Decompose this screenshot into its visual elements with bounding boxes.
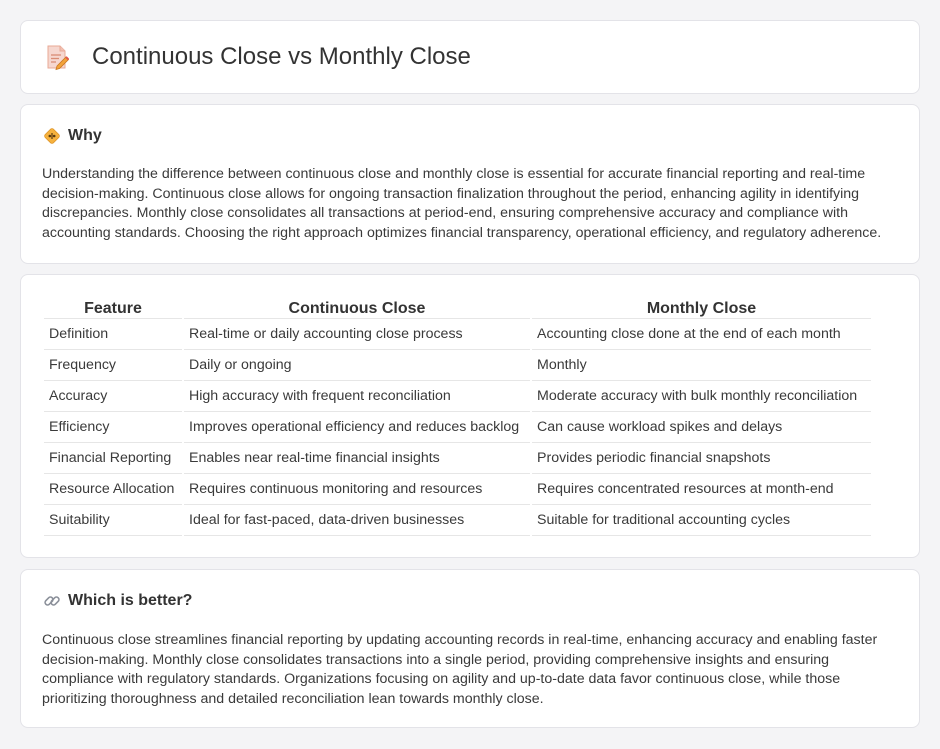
feature-cell: Financial Reporting — [44, 443, 182, 474]
title-card — [20, 20, 920, 94]
monthly-cell: Can cause workload spikes and delays — [532, 412, 871, 443]
link-icon — [43, 592, 61, 610]
monthly-cell: Accounting close done at the end of each month — [532, 319, 871, 350]
continuous-cell: Ideal for fast-paced, data-driven businesses — [184, 505, 530, 536]
better-heading-row — [43, 592, 192, 610]
monthly-cell: Provides periodic financial snapshots — [532, 443, 871, 474]
table-row — [44, 474, 871, 505]
better-body: Continuous close streamlines financial reporting by updating accounting records in real-time, enhancing accuracy and enabling faster decision-making. Monthly close consolidates transactions into a single period, providing comprehensive insights and ensuring compliance with regulatory standards. Organizations focusing on agility and up-to-date data favor continuous close, while those prioritizing thoroughness and detailed reconciliation lean towards monthly close. — [42, 632, 878, 707]
column-header: Continuous Close — [184, 296, 530, 319]
table-row — [44, 505, 871, 536]
feature-cell: Efficiency — [44, 412, 182, 443]
feature-cell: Frequency — [44, 350, 182, 381]
why-heading: Why — [68, 127, 102, 144]
why-body: Understanding the difference between continuous close and monthly close is essential for accurate financial reporting and real-time decision-making. Continuous close allows for ongoing transaction finalization throughout the period, enhancing agility in identifying discrepancies. Monthly close consolidates all transactions at period-end, ensuring comprehensive accuracy and compliance with accounting standards. Choosing the right approach optimizes financial transparency, operational efficiency, and regulatory adherence. — [42, 166, 882, 241]
table-row — [44, 412, 871, 443]
continuous-cell: Daily or ongoing — [184, 350, 530, 381]
monthly-cell: Monthly — [532, 350, 871, 381]
table-row — [44, 350, 871, 381]
page-title: Continuous Close vs Monthly Close — [92, 43, 471, 70]
continuous-cell: Real-time or daily accounting close process — [184, 319, 530, 350]
feature-cell: Definition — [44, 319, 182, 350]
document-edit-icon — [45, 43, 69, 71]
monthly-cell: Requires concentrated resources at month-end — [532, 474, 871, 505]
monthly-cell: Suitable for traditional accounting cycles — [532, 505, 871, 536]
which-is-better-section — [20, 569, 920, 728]
why-section — [20, 104, 920, 264]
feature-cell: Resource Allocation — [44, 474, 182, 505]
continuous-cell: Enables near real-time financial insights — [184, 443, 530, 474]
monthly-cell: Moderate accuracy with bulk monthly reconciliation — [532, 381, 871, 412]
table-header-row — [44, 296, 871, 319]
title-row — [45, 43, 471, 71]
diamond-warning-icon — [43, 127, 61, 145]
better-heading: Which is better? — [68, 592, 193, 609]
column-header: Feature — [44, 296, 182, 319]
comparison-table — [42, 296, 873, 536]
feature-cell: Accuracy — [44, 381, 182, 412]
column-header: Monthly Close — [532, 296, 871, 319]
feature-cell: Suitability — [44, 505, 182, 536]
comparison-table-card — [20, 274, 920, 558]
table-row — [44, 443, 871, 474]
table-row — [44, 319, 871, 350]
why-heading-row — [43, 127, 102, 145]
continuous-cell: High accuracy with frequent reconciliation — [184, 381, 530, 412]
continuous-cell: Improves operational efficiency and reduces backlog — [184, 412, 530, 443]
table-row — [44, 381, 871, 412]
continuous-cell: Requires continuous monitoring and resources — [184, 474, 530, 505]
